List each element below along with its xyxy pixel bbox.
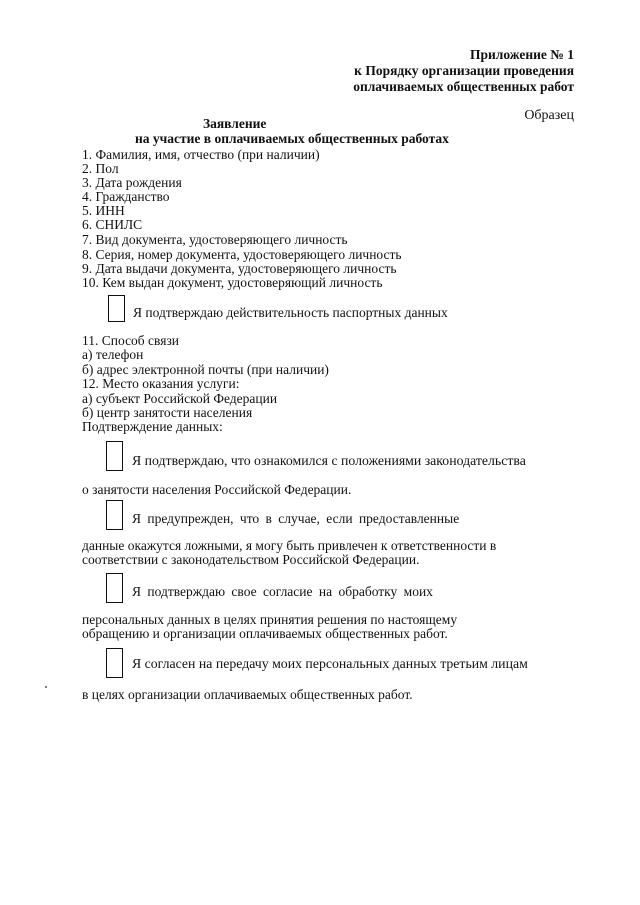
form-title: Заявление xyxy=(203,116,267,131)
false-data-warning-text-2: данные окажутся ложными, я могу быть привлечен к ответственности в xyxy=(82,538,497,553)
item-citizenship: 4. Гражданство xyxy=(82,189,170,204)
item-birth-date: 3. Дата рождения xyxy=(82,175,182,190)
item-inn: 5. ИНН xyxy=(82,203,125,218)
law-ack-text-1: Я подтверждаю, что ознакомился с положениями законодательства xyxy=(132,453,526,468)
form-subtitle: на участие в оплачиваемых общественных работах xyxy=(135,131,449,146)
passport-confirm-text: Я подтверждаю действительность паспортных данных xyxy=(133,305,448,320)
third-party-transfer-checkbox[interactable] xyxy=(106,648,123,678)
service-place-heading: 12. Место оказания услуги: xyxy=(82,376,240,391)
item-doc-issuer: 10. Кем выдан документ, удостоверяющий личность xyxy=(82,275,383,290)
law-ack-text-2: о занятости населения Российской Федерации. xyxy=(82,482,352,497)
sample-label: Образец xyxy=(524,108,574,123)
data-processing-consent-text-2: персональных данных в целях принятия решения по настоящему xyxy=(82,612,458,627)
false-data-warning-text-3: соответствии с законодательством Российской Федерации. xyxy=(82,552,420,567)
item-doc-type: 7. Вид документа, удостоверяющего личность xyxy=(82,232,348,247)
service-place-subject: а) субъект Российской Федерации xyxy=(82,391,278,406)
data-processing-consent-text-3: обращению и организации оплачиваемых общественных работ. xyxy=(82,626,448,641)
item-full-name: 1. Фамилия, имя, отчество (при наличии) xyxy=(82,147,320,162)
false-data-warning-checkbox[interactable] xyxy=(106,500,123,530)
appendix-line-3: оплачиваемых общественных работ xyxy=(353,79,574,94)
third-party-transfer-text-1: Я согласен на передачу моих персональных данных третьим лицам xyxy=(132,656,528,671)
item-sex: 2. Пол xyxy=(82,161,119,176)
law-ack-checkbox[interactable] xyxy=(106,441,123,471)
passport-confirm-checkbox[interactable] xyxy=(108,295,125,322)
contact-email: б) адрес электронной почты (при наличии) xyxy=(82,362,329,377)
data-processing-consent-text-1: Я подтверждаю свое согласие на обработку моих xyxy=(132,584,433,599)
item-doc-number: 8. Серия, номер документа, удостоверяющего личность xyxy=(82,247,402,262)
contact-heading: 11. Способ связи xyxy=(82,333,180,348)
appendix-line-1: Приложение № 1 xyxy=(470,47,574,62)
appendix-line-2: к Порядку организации проведения xyxy=(354,63,574,78)
third-party-transfer-text-2: в целях организации оплачиваемых общественных работ. xyxy=(82,687,413,702)
contact-phone: а) телефон xyxy=(82,347,144,362)
service-place-center: б) центр занятости населения xyxy=(82,405,253,420)
data-processing-consent-checkbox[interactable] xyxy=(106,573,123,603)
scan-speck xyxy=(45,686,47,688)
item-doc-date: 9. Дата выдачи документа, удостоверяющего личность xyxy=(82,261,397,276)
confirmation-heading: Подтверждение данных: xyxy=(82,419,223,434)
item-snils: 6. СНИЛС xyxy=(82,217,143,232)
false-data-warning-text-1: Я предупрежден, что в случае, если предоставленные xyxy=(132,511,460,526)
